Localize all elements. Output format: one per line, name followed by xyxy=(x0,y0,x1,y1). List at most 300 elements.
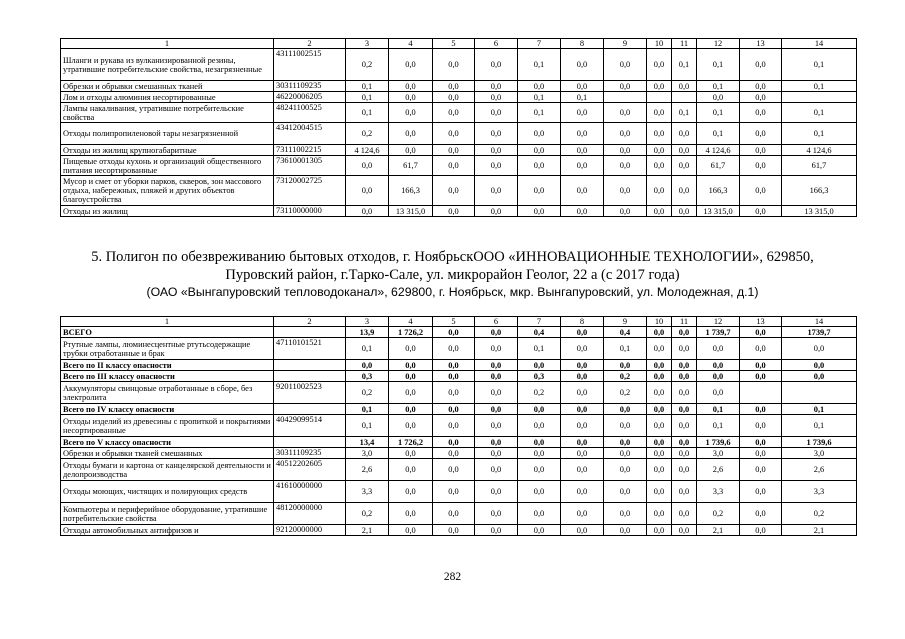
value-cell: 3,3 xyxy=(782,481,857,503)
value-cell: 0,0 xyxy=(389,371,433,382)
value-cell: 0,0 xyxy=(740,404,782,415)
value-cell: 0,1 xyxy=(782,49,857,81)
value-cell: 0,0 xyxy=(389,481,433,503)
column-number: 10 xyxy=(647,39,672,49)
waste-name-cell: Лампы накаливания, утратившие потребительские свойства xyxy=(61,103,274,123)
table-row xyxy=(61,81,857,92)
value-cell: 0,0 xyxy=(561,503,604,525)
value-cell: 0,0 xyxy=(604,503,647,525)
value-cell: 0,0 xyxy=(740,371,782,382)
value-cell: 0,0 xyxy=(475,404,518,415)
fkko-code-cell: 73120002725 xyxy=(274,176,346,206)
table-row xyxy=(61,327,857,338)
column-number: 4 xyxy=(389,317,433,327)
column-number: 5 xyxy=(433,317,475,327)
value-cell: 0,0 xyxy=(782,338,857,360)
column-number: 13 xyxy=(740,39,782,49)
value-cell: 0,0 xyxy=(647,415,672,437)
value-cell: 0,1 xyxy=(697,123,740,145)
table-row xyxy=(61,103,857,123)
value-cell: 61,7 xyxy=(697,156,740,176)
value-cell: 0,0 xyxy=(518,206,561,217)
value-cell: 0,4 xyxy=(518,327,561,338)
value-cell: 0,1 xyxy=(782,415,857,437)
value-cell: 0,0 xyxy=(604,437,647,448)
value-cell: 0,0 xyxy=(389,525,433,536)
value-cell: 0,0 xyxy=(389,360,433,371)
value-cell: 0,0 xyxy=(389,49,433,81)
value-cell: 0,0 xyxy=(346,176,389,206)
column-number: 5 xyxy=(433,39,475,49)
value-cell: 0,0 xyxy=(604,103,647,123)
fkko-code-cell: 43412004515 xyxy=(274,123,346,145)
value-cell: 0,0 xyxy=(561,525,604,536)
value-cell: 0,0 xyxy=(604,525,647,536)
waste-name-cell: Обрезки и обрывки тканей смешанных xyxy=(61,448,274,459)
value-cell: 2,6 xyxy=(346,459,389,481)
value-cell: 4 124,6 xyxy=(697,145,740,156)
fkko-code-cell: 48241100525 xyxy=(274,103,346,123)
table-row xyxy=(61,145,857,156)
value-cell: 0,0 xyxy=(389,415,433,437)
value-cell: 0,0 xyxy=(647,503,672,525)
value-cell: 3,0 xyxy=(346,448,389,459)
section-heading-line-1: 5. Полигон по обезвреживанию бытовых отходов, г. НоябрьскООО «ИННОВАЦИОННЫЕ ТЕХНОЛОГИИ», 629850, xyxy=(91,249,814,265)
value-cell xyxy=(604,92,647,103)
value-cell: 0,0 xyxy=(672,81,697,92)
value-cell: 0,0 xyxy=(389,81,433,92)
value-cell: 0,0 xyxy=(389,103,433,123)
value-cell: 0,0 xyxy=(672,338,697,360)
value-cell: 0,0 xyxy=(672,327,697,338)
value-cell: 0,0 xyxy=(561,49,604,81)
value-cell: 0,0 xyxy=(647,448,672,459)
value-cell: 0,0 xyxy=(518,448,561,459)
value-cell: 0,0 xyxy=(740,503,782,525)
value-cell: 0,0 xyxy=(604,206,647,217)
fkko-code-cell: 30311109235 xyxy=(274,448,346,459)
table-row xyxy=(61,448,857,459)
table-row xyxy=(61,49,857,81)
column-number: 1 xyxy=(61,317,274,327)
value-cell: 0,0 xyxy=(475,459,518,481)
value-cell: 0,0 xyxy=(672,481,697,503)
table-row xyxy=(61,360,857,371)
value-cell: 0,0 xyxy=(647,176,672,206)
value-cell: 0,0 xyxy=(433,49,475,81)
value-cell: 0,0 xyxy=(475,92,518,103)
value-cell: 0,3 xyxy=(518,371,561,382)
value-cell: 61,7 xyxy=(389,156,433,176)
value-cell: 0,0 xyxy=(475,123,518,145)
value-cell: 0,1 xyxy=(604,338,647,360)
column-number: 12 xyxy=(697,39,740,49)
value-cell: 0,0 xyxy=(647,156,672,176)
column-number: 2 xyxy=(274,317,346,327)
value-cell: 166,3 xyxy=(697,176,740,206)
table-row xyxy=(61,404,857,415)
value-cell: 0,0 xyxy=(475,338,518,360)
value-cell: 1 726,2 xyxy=(389,327,433,338)
column-number: 3 xyxy=(346,39,389,49)
value-cell: 0,1 xyxy=(346,415,389,437)
column-number: 6 xyxy=(475,317,518,327)
value-cell: 0,1 xyxy=(782,404,857,415)
value-cell: 0,0 xyxy=(475,371,518,382)
value-cell: 0,0 xyxy=(604,404,647,415)
value-cell: 0,0 xyxy=(561,176,604,206)
value-cell: 0,0 xyxy=(561,448,604,459)
value-cell: 0,0 xyxy=(475,156,518,176)
value-cell: 0,0 xyxy=(389,382,433,404)
value-cell: 0,2 xyxy=(346,49,389,81)
fkko-code-cell: 46220006205 xyxy=(274,92,346,103)
waste-name-cell: Пищевые отходы кухонь и организаций общественного питания несортированные xyxy=(61,156,274,176)
value-cell: 1 726,2 xyxy=(389,437,433,448)
value-cell: 0,2 xyxy=(604,382,647,404)
value-cell: 2,1 xyxy=(697,525,740,536)
value-cell: 0,1 xyxy=(697,404,740,415)
value-cell: 0,0 xyxy=(672,415,697,437)
value-cell: 0,0 xyxy=(604,415,647,437)
table-row xyxy=(61,338,857,360)
waste-table-top-body xyxy=(61,39,857,217)
column-number: 8 xyxy=(561,317,604,327)
value-cell xyxy=(740,382,782,404)
column-number: 2 xyxy=(274,39,346,49)
table-row xyxy=(61,371,857,382)
value-cell: 13 315,0 xyxy=(389,206,433,217)
waste-name-cell: Компьютеры и периферийное оборудование, утратившие потребительские свойства xyxy=(61,503,274,525)
value-cell: 0,0 xyxy=(518,123,561,145)
value-cell: 0,0 xyxy=(561,123,604,145)
value-cell: 0,0 xyxy=(740,415,782,437)
value-cell: 0,1 xyxy=(697,415,740,437)
value-cell: 0,0 xyxy=(647,145,672,156)
value-cell: 0,1 xyxy=(782,81,857,92)
value-cell: 0,0 xyxy=(433,123,475,145)
waste-name-cell: Лом и отходы алюминия несортированные xyxy=(61,92,274,103)
value-cell: 0,0 xyxy=(389,145,433,156)
value-cell xyxy=(647,92,672,103)
table-row xyxy=(61,206,857,217)
value-cell: 0,0 xyxy=(518,156,561,176)
value-cell: 0,0 xyxy=(475,415,518,437)
value-cell: 0,0 xyxy=(697,92,740,103)
value-cell: 0,0 xyxy=(672,156,697,176)
fkko-code-cell: 92120000000 xyxy=(274,525,346,536)
value-cell: 0,0 xyxy=(561,103,604,123)
value-cell: 4 124,6 xyxy=(782,145,857,156)
column-number: 11 xyxy=(672,317,697,327)
waste-name-cell: Отходы моющих, чистящих и полирующих средств xyxy=(61,481,274,503)
waste-name-cell: Всего по IV классу опасности xyxy=(61,404,274,415)
fkko-code-cell xyxy=(274,404,346,415)
column-number: 12 xyxy=(697,317,740,327)
column-number: 14 xyxy=(782,317,857,327)
value-cell: 0,2 xyxy=(346,123,389,145)
value-cell: 0,0 xyxy=(647,123,672,145)
value-cell: 0,0 xyxy=(604,459,647,481)
value-cell: 0,0 xyxy=(518,525,561,536)
value-cell: 0,0 xyxy=(518,481,561,503)
value-cell: 0,0 xyxy=(740,176,782,206)
value-cell: 0,2 xyxy=(346,503,389,525)
value-cell: 0,0 xyxy=(433,81,475,92)
value-cell: 13 315,0 xyxy=(697,206,740,217)
value-cell: 0,0 xyxy=(346,206,389,217)
value-cell: 0,0 xyxy=(346,360,389,371)
waste-name-cell: Отходы изделий из древесины с пропиткой и покрытиями несортированные xyxy=(61,415,274,437)
value-cell: 0,0 xyxy=(389,459,433,481)
value-cell: 0,0 xyxy=(604,360,647,371)
waste-table-bottom xyxy=(60,316,857,536)
value-cell: 0,1 xyxy=(518,92,561,103)
column-number: 1 xyxy=(61,39,274,49)
column-number: 10 xyxy=(647,317,672,327)
value-cell: 0,0 xyxy=(697,371,740,382)
value-cell: 0,0 xyxy=(672,448,697,459)
waste-name-cell: ВСЕГО xyxy=(61,327,274,338)
value-cell: 0,0 xyxy=(740,360,782,371)
value-cell: 0,1 xyxy=(561,92,604,103)
value-cell: 0,0 xyxy=(433,327,475,338)
value-cell: 0,0 xyxy=(740,338,782,360)
value-cell: 0,0 xyxy=(433,360,475,371)
value-cell: 0,0 xyxy=(475,145,518,156)
value-cell: 0,0 xyxy=(647,459,672,481)
value-cell: 0,0 xyxy=(740,123,782,145)
value-cell: 0,0 xyxy=(475,327,518,338)
value-cell: 0,0 xyxy=(389,123,433,145)
waste-table-bottom-body xyxy=(61,317,857,536)
value-cell: 0,0 xyxy=(740,481,782,503)
table-row xyxy=(61,415,857,437)
value-cell: 0,0 xyxy=(697,382,740,404)
value-cell: 0,2 xyxy=(346,382,389,404)
column-number-row xyxy=(61,39,857,49)
value-cell: 0,0 xyxy=(346,156,389,176)
value-cell: 0,0 xyxy=(518,503,561,525)
value-cell: 0,0 xyxy=(604,481,647,503)
value-cell: 0,0 xyxy=(561,360,604,371)
value-cell: 0,0 xyxy=(647,338,672,360)
value-cell: 0,0 xyxy=(740,206,782,217)
value-cell: 0,0 xyxy=(672,503,697,525)
value-cell: 0,4 xyxy=(604,327,647,338)
value-cell: 0,0 xyxy=(433,525,475,536)
value-cell: 0,0 xyxy=(672,404,697,415)
value-cell: 0,0 xyxy=(604,123,647,145)
value-cell: 0,0 xyxy=(475,481,518,503)
value-cell: 0,0 xyxy=(672,382,697,404)
value-cell: 0,0 xyxy=(740,145,782,156)
value-cell: 0,0 xyxy=(672,525,697,536)
value-cell: 3,3 xyxy=(346,481,389,503)
waste-name-cell: Всего по V классу опасности xyxy=(61,437,274,448)
value-cell: 0,2 xyxy=(697,503,740,525)
value-cell: 0,0 xyxy=(782,360,857,371)
section-heading-line-2: Пуровский район, г.Тарко-Сале, ул. микрорайон Геолог, 22 а (с 2017 года) xyxy=(225,267,680,283)
value-cell: 0,1 xyxy=(518,338,561,360)
waste-name-cell: Мусор и смет от уборки парков, скверов, зон массового отдыха, набережных, пляжей и других объектов благоустройства xyxy=(61,176,274,206)
value-cell: 0,1 xyxy=(346,404,389,415)
value-cell: 0,0 xyxy=(475,49,518,81)
column-number: 7 xyxy=(518,39,561,49)
table-row xyxy=(61,459,857,481)
waste-name-cell: Всего по III классу опасности xyxy=(61,371,274,382)
value-cell: 0,0 xyxy=(672,437,697,448)
value-cell: 0,0 xyxy=(647,103,672,123)
value-cell: 0,0 xyxy=(672,123,697,145)
value-cell: 0,0 xyxy=(647,371,672,382)
fkko-code-cell: 40429099514 xyxy=(274,415,346,437)
value-cell: 0,0 xyxy=(475,206,518,217)
value-cell: 0,0 xyxy=(433,503,475,525)
fkko-code-cell: 41610000000 xyxy=(274,481,346,503)
table-row xyxy=(61,481,857,503)
value-cell: 0,0 xyxy=(475,103,518,123)
waste-name-cell: Отходы из жилищ xyxy=(61,206,274,217)
value-cell: 2,1 xyxy=(346,525,389,536)
value-cell: 0,0 xyxy=(740,49,782,81)
value-cell: 0,1 xyxy=(782,123,857,145)
value-cell: 0,2 xyxy=(604,371,647,382)
waste-name-cell: Отходы полипропиленовой тары незагрязненной xyxy=(61,123,274,145)
value-cell: 0,1 xyxy=(672,49,697,81)
value-cell: 0,0 xyxy=(647,525,672,536)
value-cell: 0,0 xyxy=(433,371,475,382)
value-cell: 0,0 xyxy=(740,92,782,103)
value-cell: 0,0 xyxy=(518,459,561,481)
value-cell: 0,0 xyxy=(433,448,475,459)
fkko-code-cell xyxy=(274,437,346,448)
value-cell: 0,0 xyxy=(561,81,604,92)
value-cell: 0,0 xyxy=(475,360,518,371)
value-cell: 0,0 xyxy=(672,176,697,206)
value-cell: 0,0 xyxy=(672,145,697,156)
value-cell: 2,6 xyxy=(697,459,740,481)
value-cell: 0,0 xyxy=(604,49,647,81)
value-cell: 0,0 xyxy=(433,404,475,415)
value-cell: 0,0 xyxy=(604,176,647,206)
waste-name-cell: Всего по II классу опасности xyxy=(61,360,274,371)
table-row xyxy=(61,156,857,176)
value-cell xyxy=(782,382,857,404)
value-cell: 0,0 xyxy=(389,503,433,525)
value-cell: 0,1 xyxy=(697,81,740,92)
value-cell: 0,0 xyxy=(672,459,697,481)
value-cell: 0,0 xyxy=(604,145,647,156)
value-cell: 0,0 xyxy=(561,404,604,415)
value-cell: 0,0 xyxy=(604,81,647,92)
value-cell: 0,0 xyxy=(647,49,672,81)
value-cell: 0,0 xyxy=(672,360,697,371)
value-cell: 0,0 xyxy=(518,145,561,156)
value-cell xyxy=(782,92,857,103)
value-cell: 3,0 xyxy=(782,448,857,459)
value-cell: 0,0 xyxy=(561,459,604,481)
value-cell: 0,0 xyxy=(604,156,647,176)
value-cell: 2,6 xyxy=(782,459,857,481)
fkko-code-cell xyxy=(274,360,346,371)
value-cell: 0,0 xyxy=(433,145,475,156)
value-cell: 0,0 xyxy=(433,415,475,437)
waste-name-cell: Отходы бумаги и картона от канцелярской деятельности и делопроизводства xyxy=(61,459,274,481)
waste-name-cell: Обрезки и обрывки смешанных тканей xyxy=(61,81,274,92)
value-cell: 0,0 xyxy=(518,437,561,448)
table-row xyxy=(61,503,857,525)
value-cell: 0,0 xyxy=(647,437,672,448)
value-cell: 0,1 xyxy=(782,103,857,123)
fkko-code-cell: 30311109235 xyxy=(274,81,346,92)
value-cell: 0,1 xyxy=(518,103,561,123)
value-cell: 0,0 xyxy=(561,481,604,503)
value-cell: 0,0 xyxy=(518,176,561,206)
column-number: 8 xyxy=(561,39,604,49)
value-cell: 0,0 xyxy=(475,437,518,448)
waste-name-cell: Отходы из жилищ крупногабаритные xyxy=(61,145,274,156)
table-row xyxy=(61,92,857,103)
value-cell: 166,3 xyxy=(782,176,857,206)
table-row xyxy=(61,382,857,404)
value-cell: 0,0 xyxy=(697,338,740,360)
waste-table-top xyxy=(60,38,857,217)
value-cell: 0,0 xyxy=(475,176,518,206)
value-cell: 0,0 xyxy=(561,145,604,156)
table-row xyxy=(61,437,857,448)
value-cell: 1 739,6 xyxy=(782,437,857,448)
fkko-code-cell: 40512202605 xyxy=(274,459,346,481)
fkko-code-cell: 48120000000 xyxy=(274,503,346,525)
value-cell: 0,0 xyxy=(561,415,604,437)
table-row xyxy=(61,525,857,536)
value-cell: 0,0 xyxy=(475,503,518,525)
value-cell: 61,7 xyxy=(782,156,857,176)
value-cell: 0,0 xyxy=(389,448,433,459)
fkko-code-cell: 43111002515 xyxy=(274,49,346,81)
value-cell: 0,0 xyxy=(647,382,672,404)
value-cell: 0,0 xyxy=(433,103,475,123)
value-cell: 0,0 xyxy=(518,415,561,437)
column-number: 4 xyxy=(389,39,433,49)
value-cell: 0,0 xyxy=(518,360,561,371)
value-cell: 0,0 xyxy=(561,371,604,382)
value-cell: 0,0 xyxy=(647,81,672,92)
value-cell: 0,0 xyxy=(647,481,672,503)
value-cell: 3,3 xyxy=(697,481,740,503)
value-cell: 0,0 xyxy=(740,448,782,459)
fkko-code-cell xyxy=(274,327,346,338)
value-cell: 1 739,7 xyxy=(697,327,740,338)
fkko-code-cell: 92011002523 xyxy=(274,382,346,404)
value-cell: 0,0 xyxy=(740,81,782,92)
waste-name-cell: Отходы автомобильных антифризов и xyxy=(61,525,274,536)
column-number: 11 xyxy=(672,39,697,49)
value-cell: 0,1 xyxy=(672,103,697,123)
value-cell: 0,3 xyxy=(346,371,389,382)
value-cell: 0,0 xyxy=(475,448,518,459)
value-cell: 0,0 xyxy=(672,371,697,382)
value-cell: 0,0 xyxy=(561,156,604,176)
value-cell: 0,0 xyxy=(740,327,782,338)
value-cell: 0,0 xyxy=(782,371,857,382)
waste-name-cell: Ртутные лампы, люминесцентные ртутьсодержащие трубки отработанные и брак xyxy=(61,338,274,360)
value-cell: 0,0 xyxy=(647,404,672,415)
value-cell: 0,0 xyxy=(518,81,561,92)
fkko-code-cell: 73111002215 xyxy=(274,145,346,156)
value-cell: 0,0 xyxy=(740,156,782,176)
